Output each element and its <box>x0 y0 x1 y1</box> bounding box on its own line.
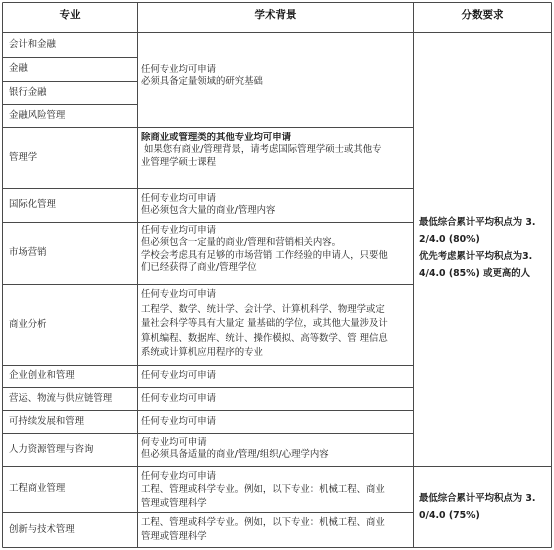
header-score: 分数要求 <box>461 9 504 21</box>
background-line: 任何专业均可申请 <box>141 193 217 204</box>
background-line: 任何专业均可申请 <box>141 471 217 482</box>
background-line: 任何专业均可申请 <box>141 416 217 427</box>
major-financial-risk: 金融风险管理 <box>9 109 66 121</box>
score-line: 4/4.0 (85%) 或更高的人 <box>419 268 530 279</box>
major-entrepreneurship: 企业创业和管理 <box>9 370 75 382</box>
background-innovation <box>138 516 413 544</box>
background-line: 管理或管理科学 <box>141 497 207 509</box>
background-engineering <box>138 470 413 510</box>
background-hr <box>138 437 413 462</box>
background-management <box>138 132 413 169</box>
major-accounting-finance: 会计和金融 <box>9 38 56 50</box>
header-background: 学术背景 <box>254 9 297 21</box>
score-general <box>419 214 535 282</box>
background-finance-group <box>138 64 413 89</box>
background-line: 何专业均可申请 <box>141 437 207 448</box>
major-banking-finance: 银行金融 <box>9 86 47 98</box>
background-line: 工程、管理或科学专业。例如，以下专业：机械工程、商业 <box>141 517 385 528</box>
major-international-management: 国际化管理 <box>9 199 56 211</box>
background-line: 们已经获得了商业/管理学位 <box>141 262 257 274</box>
score-line: 最低综合累计平均积点为 3. <box>419 217 536 228</box>
major-operations-supply-chain: 营运、物流与供应链管理 <box>9 392 113 404</box>
background-line: 必须具备定量领域的研究基础 <box>141 76 263 88</box>
background-line: 但必须具备适量的商业/管理/组织/心理学内容 <box>141 449 329 461</box>
background-line: 任何专业均可申请 <box>141 393 217 404</box>
major-marketing: 市场营销 <box>9 247 47 259</box>
major-sustainability: 可持续发展和管理 <box>9 415 85 427</box>
background-analytics <box>138 288 413 361</box>
background-line: 系统或计算机应用程序的专业 <box>141 347 263 359</box>
background-international <box>138 193 413 218</box>
background-line: 如果您有商业/管理背景，请考虑国际管理学硕士或其他专 <box>141 144 382 156</box>
background-line: 任何专业均可申请 <box>141 225 217 236</box>
header-major: 专业 <box>59 9 81 21</box>
major-management: 管理学 <box>9 151 38 163</box>
background-line: 但必须包含大量的商业/管理内容 <box>141 205 276 217</box>
background-line: 任何专业均可申请 <box>141 370 217 381</box>
background-line: 管理或管理科学 <box>141 531 207 542</box>
major-innovation-technology: 创新与技术管理 <box>9 523 75 535</box>
background-line: 量社会科学等具有大量定 量基础的学位，或其他大量涉及计 <box>141 318 388 330</box>
background-line: 任何专业均可申请 <box>141 289 217 300</box>
background-sustainability <box>138 416 413 428</box>
major-hr-consulting: 人力资源管理与咨询 <box>9 443 94 455</box>
score-engineering <box>419 490 535 524</box>
background-line: 业管理学硕士课程 <box>141 156 217 168</box>
major-engineering-business: 工程商业管理 <box>9 483 66 495</box>
major-finance: 金融 <box>9 63 28 75</box>
major-business-analytics: 商业分析 <box>9 318 47 330</box>
score-line: 0/4.0 (75%) <box>419 510 480 521</box>
background-entrepreneurship <box>138 370 413 382</box>
score-line: 优先考虑累计平均积点为3. <box>419 251 533 262</box>
score-line: 最低综合累计平均积点为 3. <box>419 493 536 504</box>
background-line: 工程、管理或科学专业。例如，以下专业：机械工程、商业 <box>141 484 385 496</box>
background-line: 工程学、数学、统计学、会计学、计算机科学、物理学或定 <box>141 303 385 315</box>
background-line: 算机编程、数据库、统计、操作模拟、高等数学、管 理信息 <box>141 332 388 344</box>
background-marketing <box>138 225 413 275</box>
background-operations <box>138 393 413 405</box>
background-line: 学校会考虑具有足够的市场营销 工作经验的申请人，只要他 <box>141 249 388 261</box>
background-line: 但必须包含一定量的商业/管理和营销相关内容。 <box>141 237 342 249</box>
score-line: 2/4.0 (80%) <box>419 234 480 245</box>
background-line: 任何专业均可申请 <box>141 64 217 75</box>
background-line: 除商业或管理类的其他专业均可申请 <box>141 132 292 143</box>
